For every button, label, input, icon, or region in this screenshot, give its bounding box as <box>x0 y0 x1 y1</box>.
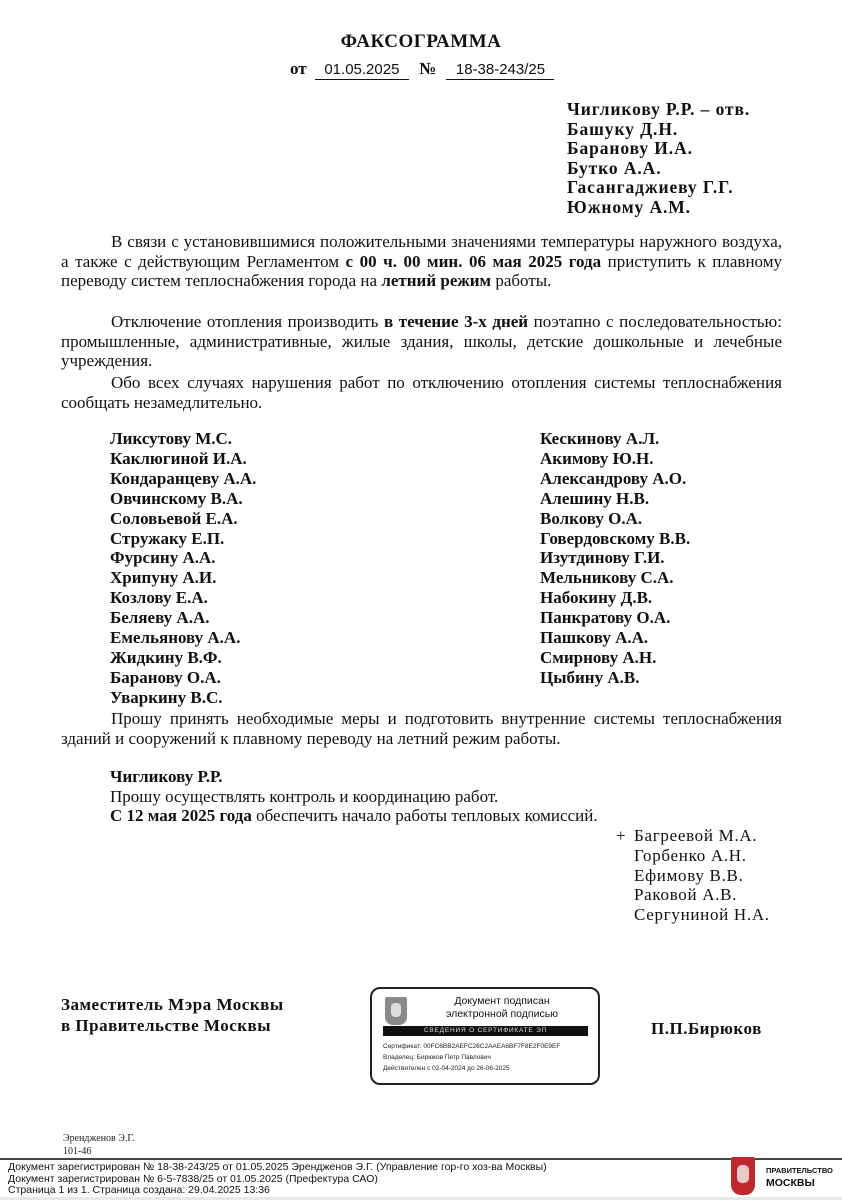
recipient: Бутко А.А. <box>567 157 662 178</box>
addressee: Набокину Д.В. <box>540 588 653 608</box>
author-name: Эрендженов Э.Г. <box>63 1133 135 1144</box>
sub-instruction-line-2 <box>110 806 598 826</box>
text: приступить к плавному переводу систем теплоснабжения города на <box>61 251 782 290</box>
document-number: 18-38-243/25 <box>446 61 554 80</box>
date-label: от <box>290 59 307 78</box>
text: В связи с установившимися положительными значениями температуры наружного воздуха, а также с действующим Регламентом <box>61 232 782 271</box>
addressee: Каклюгиной И.А. <box>110 448 247 468</box>
text: работы. <box>491 271 552 290</box>
text: Прошу принять необходимые меры и подготовить внутренние системы теплоснабжения зданий и сооружений к плавному переводу на летний режим работы. <box>61 709 782 748</box>
certificate-validity: Действителен с 02-04-2024 до 26-06-2025 <box>383 1065 510 1072</box>
bold-text: в течение 3-х дней <box>384 312 529 331</box>
number-label: № <box>419 59 437 78</box>
copy-recipient: Сергуниной Н.А. <box>634 905 770 925</box>
certificate-owner: Владелец: Бирюков Петр Павлович <box>383 1054 491 1061</box>
recipient: Чигликову Р.Р. – отв. <box>567 99 751 119</box>
addressee: Смирнову А.Н. <box>540 647 657 667</box>
recipient: Гасангаджиеву Г.Г. <box>567 177 734 197</box>
bold-text: с 00 ч. 00 мин. 06 мая 2025 года <box>345 251 602 271</box>
bold-text: летний режим <box>381 271 492 290</box>
logo-line-2: МОСКВЫ <box>766 1177 815 1189</box>
signer-name: П.П.Бирюков <box>651 1019 762 1038</box>
copy-recipient: Ефимову В.В. <box>634 865 744 885</box>
sub-instruction-name: Чигликову Р.Р. <box>110 767 223 786</box>
text: Обо всех случаях нарушения работ по отключению отопления системы теплоснабжения сообщать незамедлительно. <box>61 373 782 412</box>
addressee: Фурсину А.А. <box>110 548 216 568</box>
paragraph-1 <box>61 232 782 291</box>
addressee: Алешину Н.В. <box>540 488 650 508</box>
addressee: Козлову Е.А. <box>110 588 208 608</box>
moscow-emblem-icon <box>385 997 407 1025</box>
addressees-right-column <box>540 429 690 688</box>
addressee: Беляеву А.А. <box>110 608 210 628</box>
addressee: Кондаранцеву А.А. <box>110 468 257 488</box>
stamp-certificate-header: СВЕДЕНИЯ О СЕРТИФИКАТЕ ЭП <box>383 1026 588 1036</box>
addressee: Баранову О.А. <box>110 667 221 687</box>
recipient: Баранову И.А. <box>567 138 693 158</box>
text: обеспечить начало работы тепловых комиссий. <box>251 806 598 825</box>
addressee: Панкратову О.А. <box>540 608 671 628</box>
addressee: Овчинскому В.А. <box>110 488 243 508</box>
registration-line-2: Документ зарегистрирован № 6-5-7838/25 от 01.05.2025 (Префектура САО) <box>8 1172 378 1185</box>
document-date: 01.05.2025 <box>315 61 409 80</box>
paragraph-4 <box>61 709 782 748</box>
addressee: Цыбину А.В. <box>540 667 640 687</box>
author-phone: 101-46 <box>63 1146 92 1157</box>
addressees-left-column <box>110 429 256 708</box>
moscow-government-emblem-icon <box>731 1157 755 1195</box>
recipient: Башуку Д.Н. <box>567 118 679 139</box>
stamp-title <box>412 995 592 1021</box>
signer-position-line-1: Заместитель Мэра Москвы <box>61 995 284 1014</box>
copy-recipient: Горбенко А.Н. <box>634 845 747 865</box>
addressee: Хрипуну А.И. <box>110 568 217 588</box>
sub-instruction <box>110 767 598 826</box>
stamp-title-line-2: электронной подписью <box>445 1008 559 1020</box>
addressee: Волкову О.А. <box>540 508 643 528</box>
registration-line-1: Документ зарегистрирован № 18-38-243/25 от 01.05.2025 Эрендженов Э.Г. (Управление гор-го хоз-ва Москвы) <box>8 1161 547 1173</box>
addressee: Акимову Ю.Н. <box>540 448 654 468</box>
addressee: Емельянову А.А. <box>110 628 241 648</box>
addressee: Кескинову А.Л. <box>540 429 660 448</box>
addressee: Жидкину В.Ф. <box>110 647 222 667</box>
addressee: Пашкову А.А. <box>540 628 649 648</box>
text: Отключение отопления производить <box>111 312 384 331</box>
page-info: Страница 1 из 1. Страница создана: 29.04.2025 13:36 <box>8 1184 270 1196</box>
footer-divider <box>0 1158 842 1160</box>
recipient: Южному А.М. <box>567 196 691 217</box>
signer-position-line-2: в Правительстве Москвы <box>61 1016 271 1035</box>
addressee: Александрову А.О. <box>540 468 687 488</box>
certificate-id: Сертификат: 00FC6BB2AEFC26C2AAEA6BF7F8E2F0E9EF <box>383 1043 561 1050</box>
author-info <box>63 1132 135 1158</box>
recipients-list <box>567 100 750 217</box>
plus-sign: + <box>616 826 627 845</box>
document-title: ФАКСОГРАММА <box>340 31 502 52</box>
sub-instruction-line-1: Прошу осуществлять контроль и координацию работ. <box>110 786 499 806</box>
logo-line-1: ПРАВИТЕЛЬСТВО <box>766 1166 833 1175</box>
bold-text: С 12 мая 2025 года <box>110 806 252 825</box>
addressee: Соловьевой Е.А. <box>110 508 238 528</box>
text: поэтапно с последовательностью: промышленные, административные, жилые здания, школы, детские дошкольные и лечебные учреждения. <box>61 312 782 370</box>
copy-recipient: Раковой А.В. <box>634 885 738 905</box>
addressee: Уваркину В.С. <box>110 687 223 707</box>
paragraph-2 <box>61 312 782 371</box>
copy-recipient: Багреевой М.А. <box>634 826 758 845</box>
paragraph-3 <box>61 373 782 412</box>
addressee: Говердовскому В.В. <box>540 528 691 548</box>
moscow-government-logo-text <box>766 1165 833 1189</box>
signer-position <box>61 994 284 1036</box>
document-number-line <box>290 59 554 80</box>
e-signature-stamp <box>370 987 600 1085</box>
addressee: Мельникову С.А. <box>540 568 674 588</box>
stamp-details <box>383 1041 560 1074</box>
addressee: Стружаку Е.П. <box>110 528 225 548</box>
addressee: Ликсутову М.С. <box>110 429 233 448</box>
stamp-title-line-1: Документ подписан <box>454 995 550 1007</box>
copies-list <box>616 826 770 925</box>
addressee: Изутдинову Г.И. <box>540 548 665 568</box>
registration-footer <box>8 1162 547 1197</box>
